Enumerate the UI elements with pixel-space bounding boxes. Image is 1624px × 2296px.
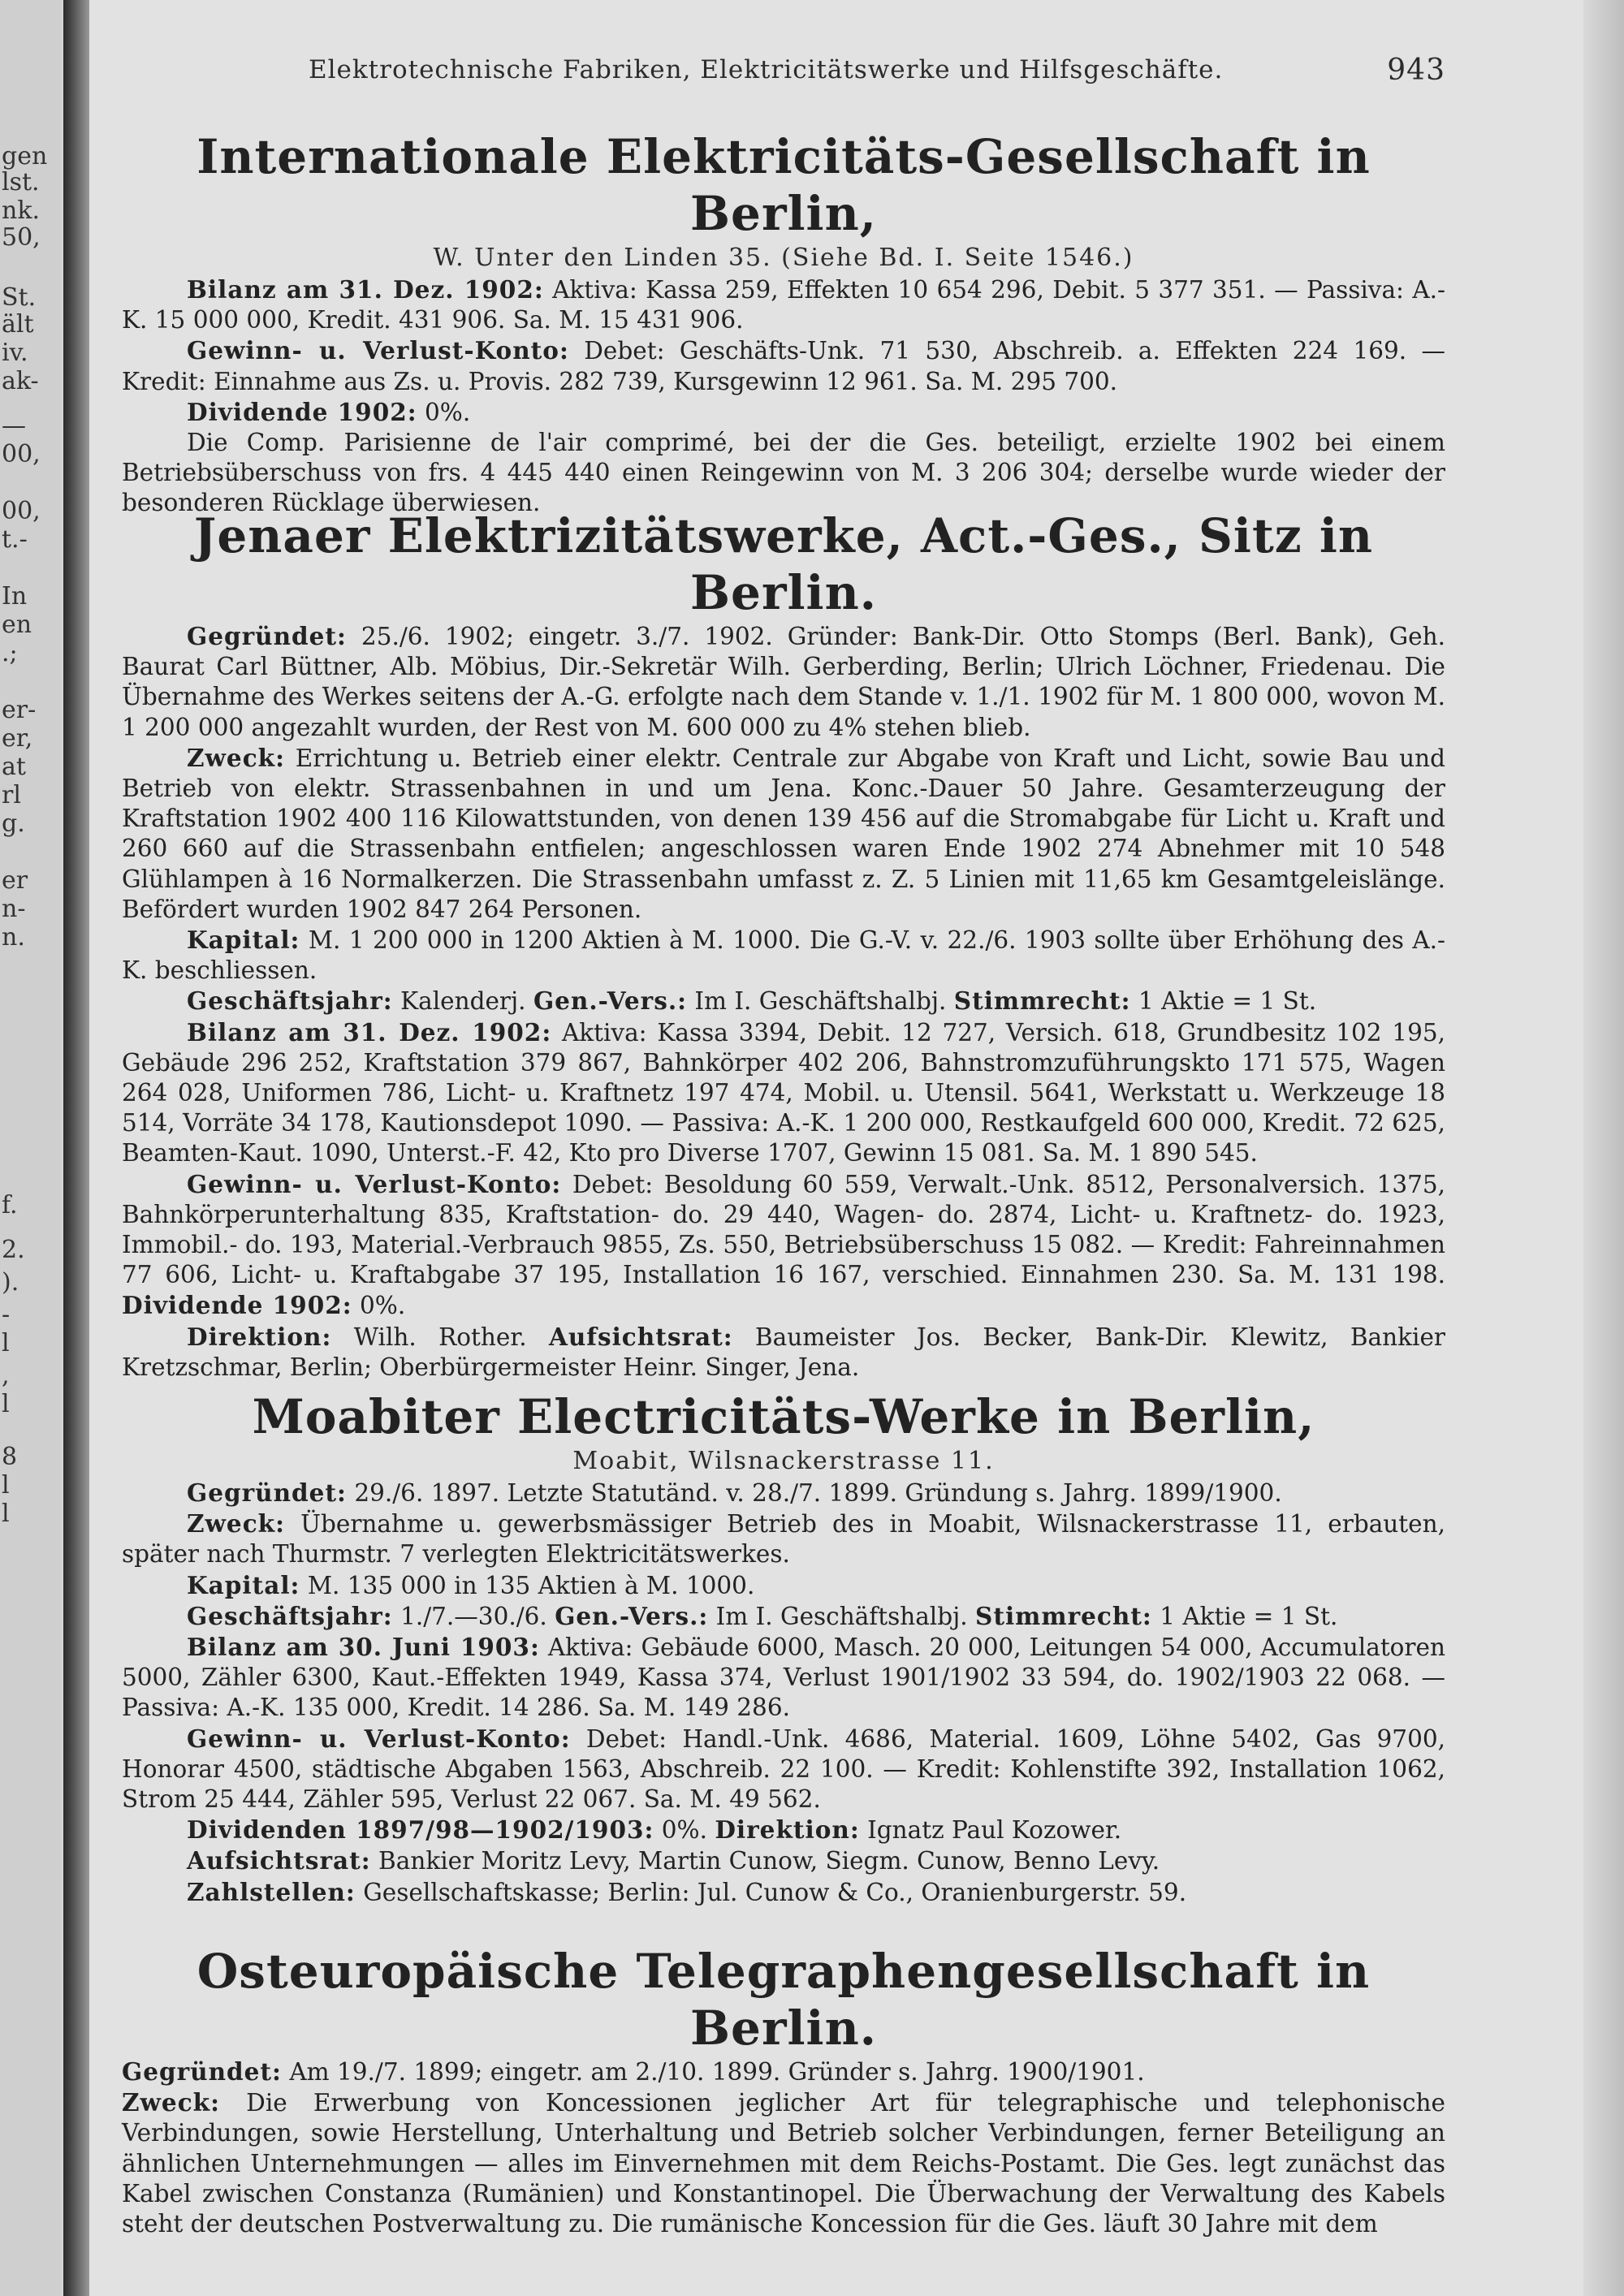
- entry-text: Übernahme u. gewerbsmässiger Betrieb des in Moabit, Wilsnackerstrasse 11, erbauten, später nach Thurmstr. 7 verlegten Elektricitätswerkes.: [122, 1510, 1445, 1569]
- entry-text: 0%.: [352, 1292, 406, 1320]
- entry-paragraph: [122, 1570, 1445, 1601]
- entry-text: Am 19./7. 1899; eingetr. am 2./10. 1899. Gründer s. Jahrg. 1900/1901.: [281, 2058, 1145, 2086]
- entry-text: Im I. Geschäftshalbj.: [686, 987, 954, 1016]
- entry-paragraph: [122, 1601, 1445, 1632]
- entry-text: Baumeister Jos. Becker, Bank-Dir. Klewitz, Bankier Kretzschmar, Berlin; Oberbürgermeister Heinr. Singer, Jena.: [122, 1323, 1445, 1381]
- entry-label: Aufsichtsrat:: [187, 1846, 371, 1875]
- entry-label: Stimmrecht:: [953, 986, 1131, 1016]
- company-title: Moabiter Electricitäts-Werke in Berlin,: [252, 1389, 1315, 1444]
- entry-label: Dividende 1902:: [122, 1291, 352, 1320]
- running-title: Elektrotechnische Fabriken, Elektricitätswerke und Hilfsgeschäfte.: [309, 55, 1224, 84]
- entry-paragraph: [122, 1632, 1445, 1724]
- prev-fragment: rl: [2, 781, 21, 809]
- entry-label: Geschäftsjahr:: [187, 986, 393, 1016]
- entry-text: Debet: Geschäfts-Unk. 71 530, Abschreib. a. Effekten 224 169. — Kredit: Einnahme aus Zs. u. Provis. 282 739, Kursgewinn 12 961. Sa. M. 295 700.: [122, 337, 1446, 395]
- entry-paragraph: [122, 2087, 1445, 2239]
- company-address: W. Unter den Linden 35. (Siehe Bd. I. Seite 1546.): [433, 244, 1134, 272]
- company-title: Osteuropäische Telegraphengesellschaft in Berlin.: [197, 1944, 1371, 2056]
- entry-text: 0%.: [417, 398, 471, 426]
- entry-label: Bilanz am 30. Juni 1903:: [187, 1633, 540, 1662]
- entry-text: Im I. Geschäftshalbj.: [708, 1602, 976, 1630]
- entry-paragraph: [122, 743, 1445, 925]
- entry-label: Direktion:: [187, 1322, 332, 1351]
- entry-label: Gegründet:: [187, 1478, 347, 1507]
- prev-fragment: gen: [2, 142, 48, 170]
- entry-text: Errichtung u. Betrieb einer elektr. Centrale zur Abgabe von Kraft und Licht, sowie Bau und Betrieb von elektr. Strassenbahnen in und um Jena. Konc.-Dauer 50 Jahre. Gesamterzeugung der Kraftstation 1902 400 116 Kilowattstunden, von denen 139 456 auf die Stromabgabe für Licht u. Kraft und 260 660 auf die Strassenbahn entfielen; angeschlossen waren Ende 1902 274 Abnehmer mit 10 548 Glühlampen à 16 Normalkerzen. Die Strassenbahn umfasst z. Z. 5 Linien mit 11,65 km Gesamtgeleislänge. Befördert wurden 1902 847 264 Personen.: [122, 744, 1445, 923]
- company-title: Internationale Elektricitäts-Gesellschaft in Berlin,: [197, 129, 1371, 241]
- company-body: [122, 1478, 1445, 1908]
- entry-label: Gen.-Vers.:: [555, 1601, 709, 1630]
- entry-text: Aktiva: Kassa 3394, Debit. 12 727, Versich. 618, Grundbesitz 102 195, Gebäude 296 252, Kraftstation 379 867, Bahnkörper 402 206, Bahnstromzuführungskto 171 575, Wagen 264 028, Uniformen 786, Licht- u. Kraftnetz 197 474, Mobil. u. Utensil. 5641, Werkstatt u. Werkzeuge 18 514, Vorräte 34 178, Kautionsdepot 1090. — Passiva: A.-K. 1 200 000, Restkaufgeld 600 000, Kredit. 72 625, Beamten-Kaut. 1090, Unterst.-F. 42, Kto pro Diverse 1707, Gewinn 15 081. Sa. M. 1 890 545.: [122, 1018, 1445, 1167]
- entry-text: Debet: Handl.-Unk. 4686, Material. 1609, Löhne 5402, Gas 9700, Honorar 4500, städtische Abgaben 1563, Abschreib. 22 100. — Kredit: Kohlenstifte 392, Installation 1062, Strom 25 444, Zähler 595, Verlust 22 067. Sa. M. 49 562.: [122, 1724, 1445, 1814]
- entry-label: Dividenden 1897/98—1902/1903:: [187, 1815, 654, 1845]
- company-entry: [122, 1388, 1445, 1908]
- prev-fragment: 8: [2, 1443, 18, 1471]
- company-title: Jenaer Elektrizitätswerke, Act.-Ges., Sitz in Berlin.: [193, 508, 1374, 620]
- entry-paragraph: [122, 335, 1445, 396]
- company-body: [122, 2056, 1445, 2239]
- prev-fragment: iv.: [2, 339, 28, 367]
- entry-label: Direktion:: [715, 1815, 860, 1845]
- prev-fragment: 00,: [2, 497, 41, 525]
- entry-label: Bilanz am 31. Dez. 1902:: [187, 275, 544, 304]
- prev-fragment: t.-: [2, 525, 28, 554]
- entry-text: 0%.: [654, 1816, 715, 1845]
- entry-paragraph: [122, 925, 1445, 986]
- adjacent-page-strip: [0, 0, 62, 2296]
- entry-label: Kapital:: [187, 1570, 300, 1599]
- prev-fragment: ).: [2, 1268, 19, 1297]
- entry-paragraph: [122, 397, 1445, 428]
- entry-text: Ignatz Paul Kozower.: [859, 1816, 1122, 1845]
- prev-fragment: er-: [2, 696, 37, 724]
- page-edge: [1583, 0, 1624, 2296]
- entry-paragraph: [122, 1017, 1445, 1169]
- prev-fragment: ,: [2, 1362, 10, 1390]
- entry-label: Zweck:: [187, 743, 285, 772]
- entry-label: Dividende 1902:: [187, 397, 417, 426]
- entry-paragraph: [122, 1877, 1445, 1908]
- entry-text: Kalenderj.: [392, 987, 533, 1016]
- entry-text: Debet: Besoldung 60 559, Verwalt.-Unk. 8512, Personalversich. 1375, Bahnkörperunterhaltung 835, Kraftstation- do. 29 440, Wagen- do. 2874, Licht- u. Kraftnetz- do. 1923, Immobil.- do. 193, Material.-Verbrauch 9855, Zs. 550, Betriebsüberschuss 15 082. — Kredit: Fahreinnahmen 77 606, Licht- u. Kraftabgabe 37 195, Installation 16 167, verschied. Einnahmen 230. Sa. M. 131 198.: [122, 1170, 1445, 1289]
- entry-text: Wilh. Rother.: [331, 1323, 549, 1351]
- entry-paragraph: [122, 1724, 1445, 1815]
- prev-fragment: ält: [2, 310, 34, 339]
- prev-fragment: —: [2, 412, 26, 440]
- prev-fragment: ak-: [2, 367, 39, 395]
- entry-label: Gegründet:: [122, 2057, 282, 2086]
- entry-paragraph: [122, 1508, 1445, 1569]
- prev-fragment: l: [2, 1471, 10, 1500]
- prev-fragment: St.: [2, 283, 37, 312]
- prev-fragment: In: [2, 582, 28, 611]
- prev-fragment: l: [2, 1390, 10, 1418]
- entry-label: Gewinn- u. Verlust-Konto:: [187, 1169, 562, 1198]
- entry-text: Gesellschaftskasse; Berlin: Jul. Cunow & Co., Oranienburgerstr. 59.: [355, 1878, 1187, 1906]
- prev-fragment: l: [2, 1329, 10, 1357]
- prev-fragment: lst.: [2, 168, 40, 196]
- entry-text: 29./6. 1897. Letzte Statutänd. v. 28./7. 1899. Gründung s. Jahrg. 1899/1900.: [346, 1479, 1282, 1507]
- prev-fragment: g.: [2, 809, 25, 838]
- prev-fragment: f.: [2, 1191, 18, 1219]
- prev-fragment: .;: [2, 639, 18, 667]
- entry-label: Kapital:: [187, 926, 300, 955]
- entry-text: Die Erwerbung von Koncessionen jeglicher Art für telegraphische und telephonische Verbindungen, sowie Herstellung, Unterhaltung und Betrieb solcher Verbindungen, ferner Beteiligung an ähnlichen Unternehmungen — alles im Einvernehmen mit dem Reichs-Postamt. Die Ges. legt zunächst das Kabel zwischen Constanza (Rumänien) und Konstantinopel. Die Überwachung der Verwaltung des Kabels steht der deutschen Postverwaltung zu. Die rumänische Koncession für die Ges. läuft 30 Jahre mit dem: [122, 2089, 1445, 2238]
- prev-fragment: er,: [2, 724, 33, 753]
- entry-paragraph: [122, 1478, 1445, 1508]
- entry-paragraph: [122, 1322, 1445, 1383]
- page-number: 943: [1387, 54, 1445, 87]
- prev-fragment: nk.: [2, 196, 41, 225]
- company-entry: [122, 507, 1445, 1383]
- entry-label: Stimmrecht:: [975, 1601, 1152, 1630]
- book-gutter: [63, 0, 89, 2296]
- prev-fragment: er: [2, 866, 28, 895]
- entry-paragraph: [122, 1169, 1445, 1322]
- entry-label: Gewinn- u. Verlust-Konto:: [187, 336, 569, 365]
- entry-text: 1 Aktie = 1 St.: [1151, 1602, 1338, 1630]
- page-header: [203, 55, 1445, 93]
- entry-text: Bankier Moritz Levy, Martin Cunow, Siegm. Cunow, Benno Levy.: [370, 1847, 1160, 1875]
- entry-paragraph: [122, 986, 1445, 1016]
- entry-text: 1./7.—30./6.: [392, 1602, 555, 1630]
- entry-text: 25./6. 1902; eingetr. 3./7. 1902. Gründer: Bank-Dir. Otto Stomps (Berl. Bank), Geh. Baurat Carl Büttner, Alb. Möbius, Dir.-Sekretär Wilh. Gerberding, Berlin; Ulrich Löchner, Friedenau. Die Übernahme des Werkes seitens der A.-G. erfolgte nach dem Stande v. 1./1. 1902 für M. 1 800 000, wovon M. 1 200 000 angezahlt wurden, der Rest von M. 600 000 zu 4% stehen blieb.: [122, 623, 1445, 741]
- prev-fragment: en: [2, 611, 32, 639]
- entry-paragraph: [122, 1815, 1445, 1845]
- prev-fragment: 00,: [2, 440, 41, 468]
- prev-fragment: 2.: [2, 1236, 25, 1264]
- entry-paragraph: [122, 621, 1445, 743]
- entry-text: Die Comp. Parisienne de l'air comprimé, bei der die Ges. beteiligt, erzielte 1902 bei einem Betriebsüberschuss von frs. 4 445 440 einen Reingewinn von M. 3 206 304; derselbe wurde wieder der besonderen Rücklage überwiesen.: [122, 429, 1445, 517]
- prev-fragment: n.: [2, 923, 25, 952]
- entry-paragraph: [122, 428, 1445, 519]
- prev-fragment: 50,: [2, 223, 41, 252]
- entry-label: Aufsichtsrat:: [548, 1322, 733, 1351]
- entry-label: Gen.-Vers.:: [533, 986, 687, 1016]
- prev-fragment: at: [2, 753, 26, 781]
- entry-label: Geschäftsjahr:: [187, 1601, 393, 1630]
- company-entry: [122, 1943, 1445, 2239]
- entry-paragraph: [122, 2056, 1445, 2087]
- entry-label: Zweck:: [187, 1509, 285, 1539]
- entry-text: Aktiva: Gebäude 6000, Masch. 20 000, Leitungen 54 000, Accumulatoren 5000, Zähler 6300, Kaut.-Effekten 1949, Kassa 374, Verlust 1901/1902 33 594, do. 1902/1903 22 068. — Passiva: A.-K. 135 000, Kredit. 14 286. Sa. M. 149 286.: [122, 1634, 1445, 1722]
- entry-text: 1 Aktie = 1 St.: [1130, 987, 1317, 1016]
- entry-label: Zahlstellen:: [187, 1877, 356, 1906]
- company-body: [122, 274, 1445, 519]
- entry-paragraph: [122, 274, 1445, 335]
- prev-fragment: -: [2, 1301, 11, 1329]
- entry-label: Gegründet:: [187, 622, 347, 650]
- prev-fragment: l: [2, 1500, 10, 1528]
- entry-label: Gewinn- u. Verlust-Konto:: [187, 1724, 571, 1753]
- entry-label: Zweck:: [122, 2088, 220, 2117]
- entry-label: Bilanz am 31. Dez. 1902:: [187, 1017, 552, 1047]
- entry-text: M. 135 000 in 135 Aktien à M. 1000.: [300, 1571, 755, 1599]
- entry-text: M. 1 200 000 in 1200 Aktien à M. 1000. Die G.-V. v. 22./6. 1903 sollte über Erhöhung des A.-K. beschliessen.: [122, 926, 1445, 985]
- prev-fragment: n-: [2, 895, 26, 923]
- company-address: Moabit, Wilsnackerstrasse 11.: [572, 1447, 995, 1475]
- company-entry: [122, 128, 1445, 519]
- company-body: [122, 621, 1445, 1383]
- entry-text: Aktiva: Kassa 259, Effekten 10 654 296, Debit. 5 377 351. — Passiva: A.-K. 15 000 000, Kredit. 431 906. Sa. M. 15 431 906.: [122, 276, 1445, 334]
- entry-paragraph: [122, 1845, 1445, 1876]
